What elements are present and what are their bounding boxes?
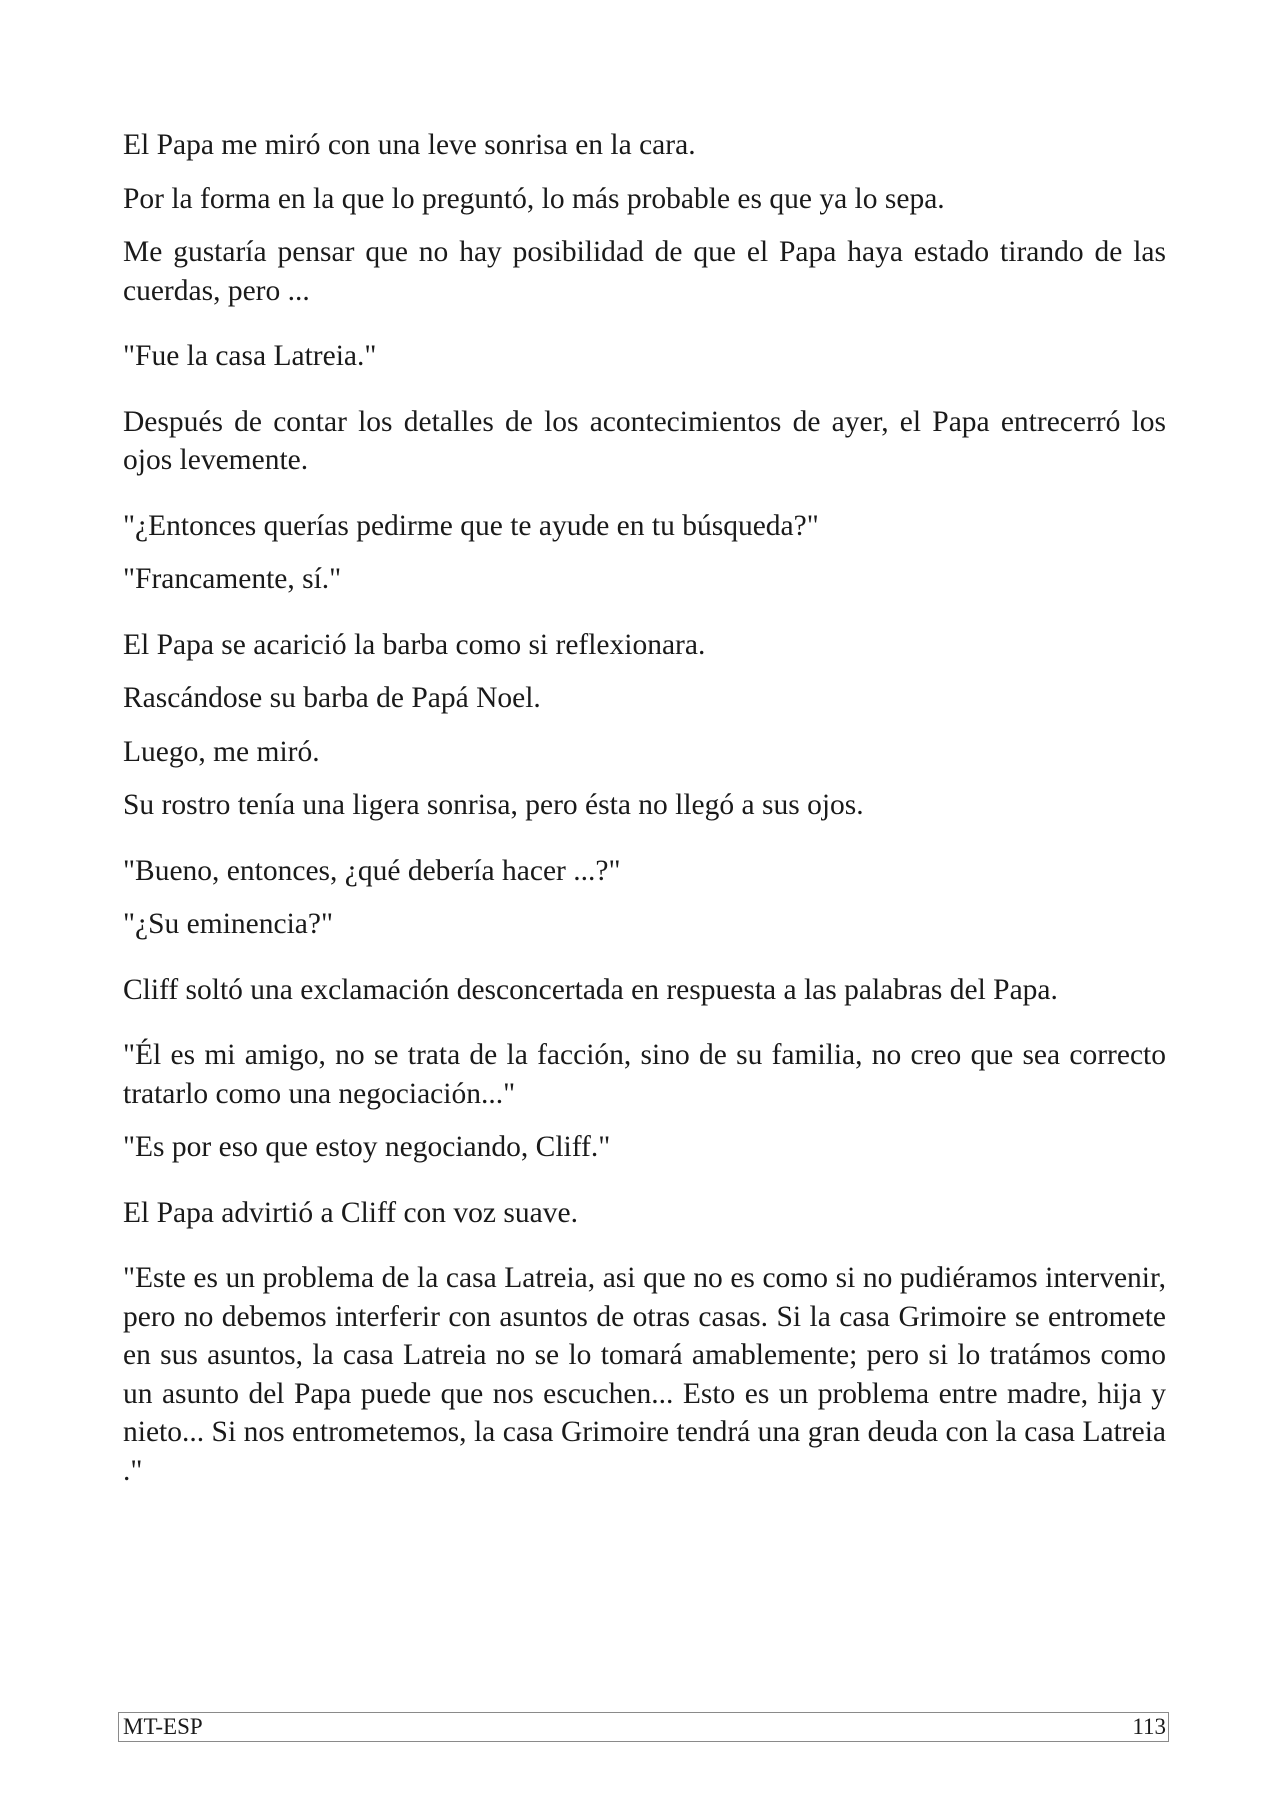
paragraph: Por la forma en la que lo preguntó, lo más probable es que ya lo sepa. <box>123 182 945 215</box>
page-number: 113 <box>1132 1714 1166 1739</box>
paragraph: Rascándose su barba de Papá Noel. <box>123 682 541 714</box>
paragraph: El Papa advirtió a Cliff con voz suave. <box>123 1196 578 1229</box>
page-footer <box>118 1712 1169 1742</box>
paragraph: Luego, me miró. <box>123 735 320 768</box>
footer-label: MT-ESP <box>123 1714 203 1739</box>
paragraph: "¿Entonces querías pedirme que te ayude en tu búsqueda?" <box>123 509 819 542</box>
paragraph: Me gustaría pensar que no hay posibilidad de que el Papa haya estado tirando de las cuerdas, pero ... <box>123 236 1166 307</box>
paragraph: "Es por eso que estoy negociando, Cliff." <box>123 1131 611 1163</box>
paragraph: "Fue la casa Latreia." <box>123 340 377 372</box>
paragraph: "Francamente, sí." <box>123 563 342 595</box>
paragraph: "Él es mi amigo, no se trata de la facción, sino de su familia, no creo que sea correcto tratarlo como una negociación..." <box>123 1039 1166 1110</box>
page-body <box>123 126 1166 1490</box>
paragraph: "Bueno, entonces, ¿qué debería hacer ...?" <box>123 854 621 887</box>
paragraph: Después de contar los detalles de los acontecimientos de ayer, el Papa entrecerró los ojos levemente. <box>123 405 1166 476</box>
paragraph: Cliff soltó una exclamación desconcertada en respuesta a las palabras del Papa. <box>123 973 1058 1006</box>
paragraph: "Este es un problema de la casa Latreia, asi que no es como si no pudiéramos intervenir, pero no debemos interferir con asuntos de otras casas. Si la casa Grimoire se entromete en sus asuntos, la casa Latreia no se lo tomará amablemente; pero si lo tratámos como un asunto del Papa puede que nos escuchen... Esto es un problema entre madre, hija y nieto... Si nos entrometemos, la casa Grimoire tendrá una gran deuda con la casa Latreia ." <box>123 1262 1166 1487</box>
paragraph: "¿Su eminencia?" <box>123 908 334 940</box>
paragraph: Su rostro tenía una ligera sonrisa, pero ésta no llegó a sus ojos. <box>123 789 864 821</box>
paragraph: El Papa me miró con una leve sonrisa en la cara. <box>123 129 696 161</box>
paragraph: El Papa se acarició la barba como si reflexionara. <box>123 628 706 661</box>
